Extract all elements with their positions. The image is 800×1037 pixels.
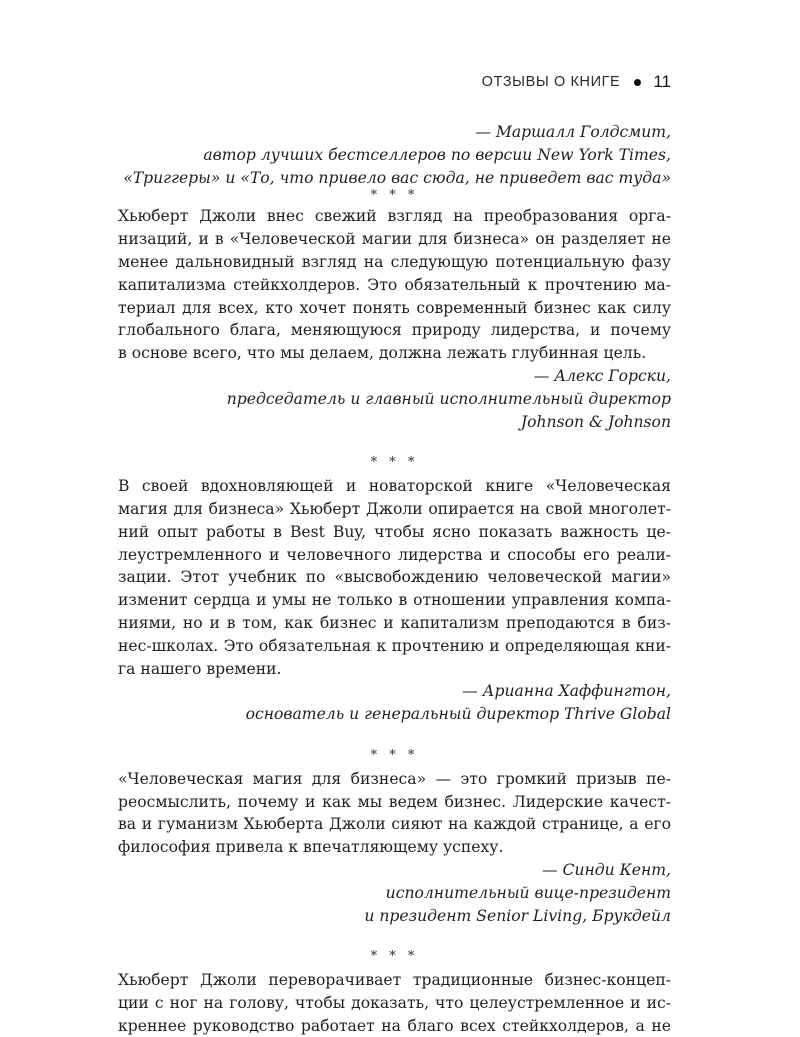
section-separator: * * *: [370, 949, 419, 965]
review-line: в основе всего, что мы делаем, должна лежать глубинная цель.: [118, 344, 647, 363]
review-line: ва и гуманизм Хьюберта Джоли сияют на каждой странице, а его: [118, 815, 671, 834]
review-kent: [118, 768, 671, 859]
bullet-icon: [634, 79, 641, 86]
attribution-line: — Арианна Хаффингтон,: [462, 682, 671, 701]
review-line: ции с ног на голову, чтобы доказать, что целеустремленное и ис-: [118, 993, 671, 1012]
review-unattributed: [118, 969, 671, 1037]
attribution-line: Johnson & Johnson: [520, 412, 671, 431]
review-line: ниями, но и в том, как бизнес и капитализм преподаются в биз-: [118, 613, 671, 632]
review-line: Хьюберт Джоли внес свежий взгляд на преобразования орга-: [118, 207, 671, 226]
section-separator: * * *: [370, 455, 419, 471]
attribution-huffington: [118, 680, 671, 726]
review-line: В своей вдохновляющей и новаторской книге «Человеческая: [118, 477, 671, 496]
review-line: магия для бизнеса» Хьюберт Джоли опирается на свой многолет-: [118, 499, 671, 518]
review-line: изменит сердца и умы не только в отношении управления компа-: [118, 591, 671, 610]
attribution-line: и президент Senior Living, Брукдейл: [364, 906, 671, 925]
attribution-line: — Синди Кент,: [542, 860, 671, 879]
review-line: низаций, и в «Человеческой магии для бизнеса» он разделяет не: [118, 230, 671, 249]
review-line: нес-школах. Это обязательная к прочтению и определяющая кни-: [118, 636, 671, 655]
review-line: зации. Этот учебник по «высвобождению человеческой магии»: [118, 568, 671, 587]
page-body: [118, 121, 671, 1037]
attribution-line: исполнительный вице-президент: [385, 883, 671, 902]
attribution-line: основатель и генеральный директор Thrive Global: [245, 705, 671, 724]
review-line: капитализма стейкхолдеров. Это обязательный к прочтению ма-: [118, 275, 671, 294]
review-gorsky: [118, 205, 671, 365]
review-line: Хьюберт Джоли переворачивает традиционные бизнес-концеп-: [118, 971, 671, 990]
attribution-gorsky: [118, 365, 671, 433]
review-line: леустремленного и человечного лидерства и способы его реали-: [118, 545, 671, 564]
review-line: креннее руководство работает на благо всех стейкхолдеров, а не: [118, 1016, 671, 1035]
review-line: философия привела к впечатляющему успеху.: [118, 838, 504, 857]
page-number: 11: [653, 72, 671, 91]
review-line: глобального блага, меняющуюся природу лидерства, и почему: [118, 321, 671, 340]
attribution-line: «Триггеры» и «То, что привело вас сюда, не приведет вас туда»: [123, 168, 671, 187]
review-line: «Человеческая магия для бизнеса» — это громкий призыв пе-: [118, 769, 671, 788]
attribution-line: — Маршалл Голдсмит,: [475, 123, 671, 141]
review-line: га нашего времени.: [118, 659, 282, 678]
review-line: менее дальновидный взгляд на следующую потенциальную фазу: [118, 252, 671, 271]
attribution-kent: [118, 859, 671, 927]
section-separator: * * *: [370, 747, 419, 763]
page-header: [482, 72, 671, 92]
attribution-line: председатель и главный исполнительный директор: [226, 389, 671, 408]
review-line: реосмыслить, почему и как мы ведем бизнес. Лидерские качест-: [118, 792, 671, 811]
review-huffington: [118, 475, 671, 680]
review-line: ний опыт работы в Best Buy, чтобы ясно показать важность це-: [118, 522, 671, 541]
section-separator: * * *: [370, 188, 419, 204]
attribution-line: — Алекс Горски,: [533, 366, 671, 385]
attribution-line: автор лучших бестселлеров по версии New York Times,: [203, 145, 671, 164]
running-head: ОТЗЫВЫ О КНИГЕ: [481, 74, 621, 90]
attribution-goldsmith: [118, 121, 671, 189]
review-line: териал для всех, кто хочет понять современный бизнес как силу: [118, 298, 671, 317]
